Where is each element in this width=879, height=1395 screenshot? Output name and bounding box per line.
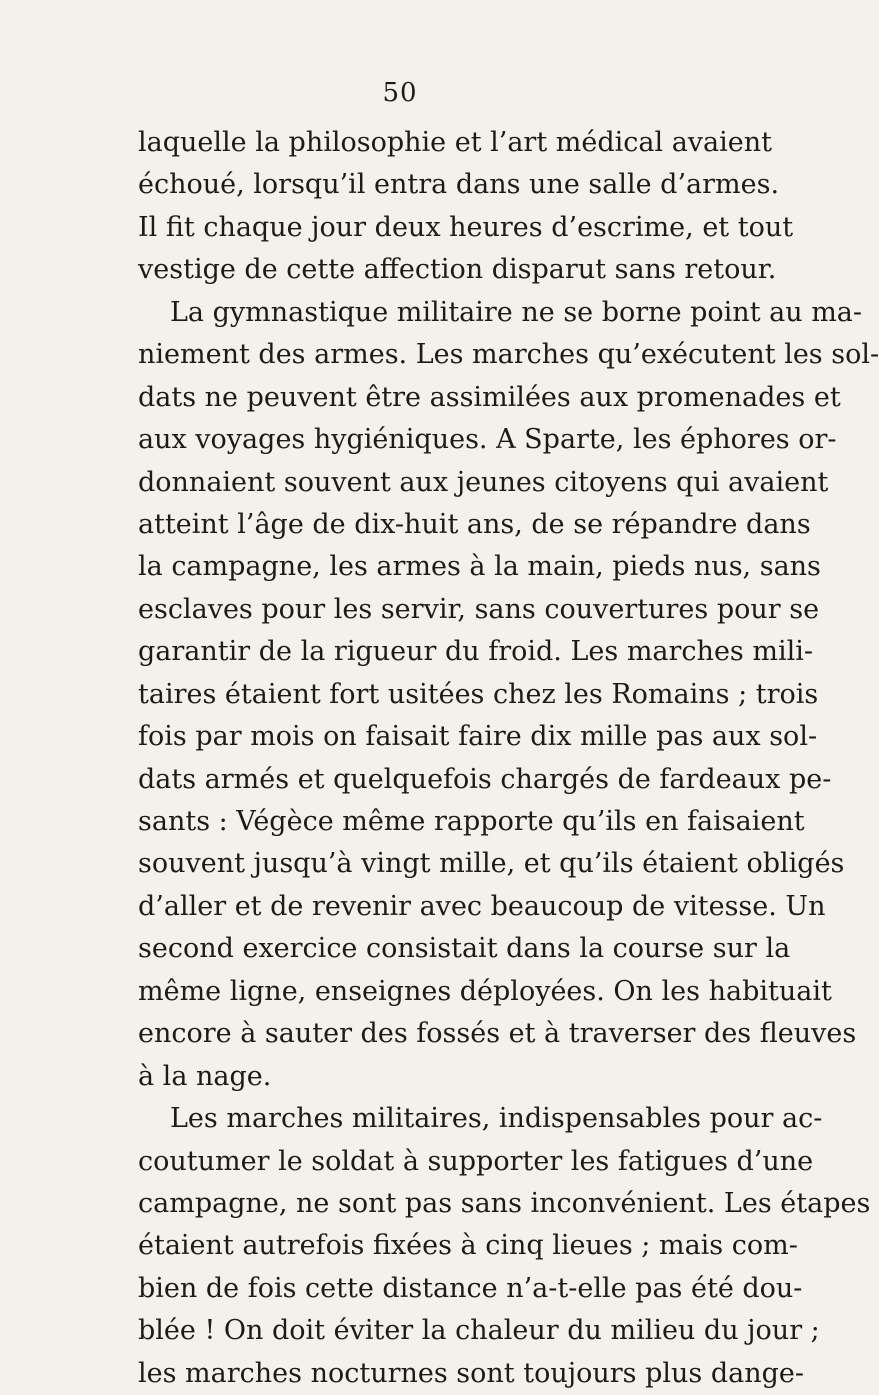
text-line: vestige de cette affection disparut sans retour. — [138, 254, 777, 286]
page-number: 50 — [382, 78, 418, 108]
text-line: dats ne peuvent être assimilées aux promenades et — [138, 381, 841, 413]
text-line: Il fit chaque jour deux heures d’escrime, et tout — [138, 211, 794, 243]
text-line: à la nage. — [138, 1060, 272, 1092]
text-line: même ligne, enseignes déployées. On les habituait — [138, 975, 832, 1007]
text-line: dats armés et quelquefois chargés de fardeaux pe- — [138, 763, 832, 795]
text-line: taires étaient fort usitées chez les Romains ; trois — [138, 678, 819, 710]
text-line: esclaves pour les servir, sans couvertures pour se — [138, 593, 820, 625]
text-line: fois par mois on faisait faire dix mille pas aux sol- — [138, 721, 818, 753]
text-line: garantir de la rigueur du froid. Les marches mili- — [138, 636, 813, 668]
text-line: second exercice consistait dans la course sur la — [138, 933, 791, 965]
text-line: étaient autrefois fixées à cinq lieues ; mais com- — [138, 1230, 798, 1262]
text-line: bien de fois cette distance n’a-t-elle pas été dou- — [138, 1272, 803, 1304]
text-line: donnaient souvent aux jeunes citoyens qui avaient — [138, 466, 829, 498]
text-line: échoué, lorsqu’il entra dans une salle d’armes. — [138, 169, 780, 201]
text-line: aux voyages hygiéniques. A Sparte, les éphores or- — [138, 424, 837, 456]
text-line: souvent jusqu’à vingt mille, et qu’ils étaient obligés — [138, 848, 845, 880]
text-line: niement des armes. Les marches qu’exécutent les sol- — [138, 339, 879, 371]
text-line: encore à sauter des fossés et à traverser des fleuves — [138, 1018, 857, 1050]
text-line: d’aller et de revenir avec beaucoup de vitesse. Un — [138, 890, 826, 922]
paragraph-start-line: Les marches militaires, indispensables pour ac- — [170, 1103, 823, 1135]
text-line: coutumer le soldat à supporter les fatigues d’une — [138, 1145, 814, 1177]
text-line: atteint l’âge de dix-huit ans, de se répandre dans — [138, 508, 811, 540]
text-line: blée ! On doit éviter la chaleur du milieu du jour ; — [138, 1315, 820, 1347]
body-text — [138, 122, 879, 1395]
text-line: sants : Végèce même rapporte qu’ils en faisaient — [138, 806, 805, 837]
text-line: campagne, ne sont pas sans inconvénient. Les étapes — [138, 1187, 871, 1219]
text-line: la campagne, les armes à la main, pieds nus, sans — [138, 551, 821, 583]
paragraph-start-line: La gymnastique militaire ne se borne point au ma- — [170, 296, 863, 328]
text-line: laquelle la philosophie et l’art médical avaient — [138, 127, 773, 158]
text-line: les marches nocturnes sont toujours plus dange- — [138, 1357, 804, 1389]
